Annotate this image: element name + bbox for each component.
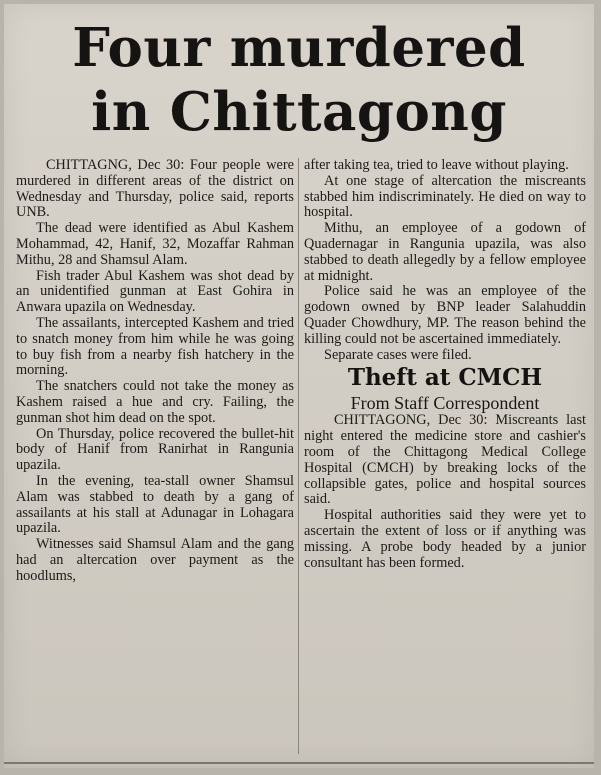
paragraph: On Thursday, police recovered the bullet-hit body of Hanif from Ranirhat in Rangunia upazila. xyxy=(16,425,294,474)
paragraph: CHITTAGONG, Dec 30: Miscreants last night entered the medicine store and cashier's room of the Chittagong Medical College Hospital (CMCH) by breaking locks of the collapsible gates, police and hospital sources said. xyxy=(304,412,586,508)
headline-line-1: Four murdered xyxy=(72,17,526,79)
paragraph: Police said he was an employee of the godown owned by BNP leader Salahuddin Quader Chowdhury, MP. The reason behind the killing could not be ascertained immediately. xyxy=(304,283,586,347)
secondary-headline: Theft at CMCH xyxy=(347,364,543,392)
paragraph: At one stage of altercation the miscreants stabbed him indiscriminately. He died on way to hospital. xyxy=(304,172,586,221)
paragraph: Separate cases were filed. xyxy=(324,346,472,363)
paragraph: Hospital authorities said they were yet to ascertain the extent of loss or if anything was missing. A probe body headed by a junior consultant has been formed. xyxy=(304,507,586,571)
paragraph: The snatchers could not take the money as Kashem raised a hue and cry. Failing, the gunman shot him dead on the spot. xyxy=(16,378,294,426)
paragraph: The dead were identified as Abul Kashem Mohammad, 42, Hanif, 32, Mozaffar Rahman Mithu, 28 and Shamsul Alam. xyxy=(16,220,294,268)
paragraph: after taking tea, tried to leave without playing. xyxy=(304,157,569,173)
story-column-2 xyxy=(304,158,586,571)
paragraph: Fish trader Abul Kashem was shot dead by an unidentified gunman at East Gohira in Anwara upazila on Wednesday. xyxy=(16,267,294,316)
paragraph: In the evening, tea-stall owner Shamsul Alam was stabbed to death by a gang of assailants at his stall at Adunagar in Lohagara upazila. xyxy=(16,472,294,537)
paragraph: Witnesses said Shamsul Alam and the gang had an altercation over payment as the hoodlums, xyxy=(16,536,294,584)
newspaper-clipping xyxy=(4,4,594,768)
headline-line-2: in Chittagong xyxy=(91,81,507,143)
paragraph: The assailants, intercepted Kashem and tried to snatch money from him while he was going to buy fish from a nearby fish hatchery in the morning. xyxy=(16,314,294,379)
story-column-1 xyxy=(16,158,294,585)
bottom-rule xyxy=(4,762,594,764)
paragraph: Mithu, an employee of a godown of Quadernagar in Rangunia upazila, was also stabbed to death allegedly by a fellow employee at midnight. xyxy=(304,220,586,284)
paragraph: CHITTAGNG, Dec 30: Four people were murdered in different areas of the district on Wednesday and Thursday, police said, reports UNB. xyxy=(16,157,294,221)
column-divider xyxy=(298,158,299,754)
byline: From Staff Correspondent xyxy=(350,393,540,414)
